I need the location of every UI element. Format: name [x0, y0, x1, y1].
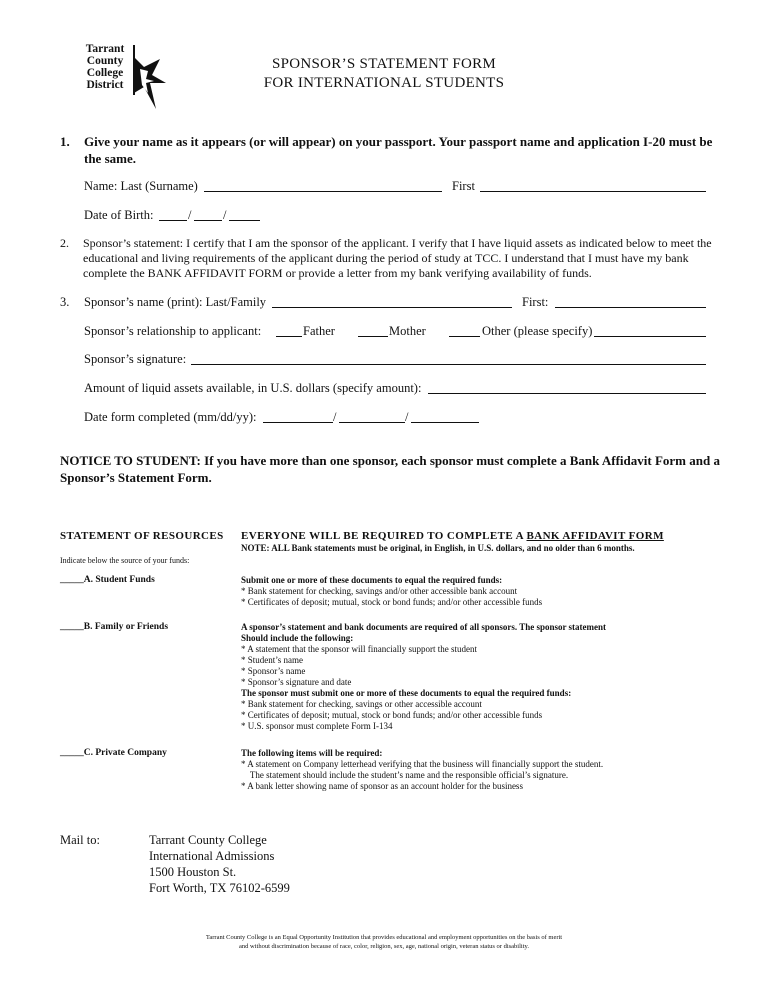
assets-label: Amount of liquid assets available, in U.S. dollars (specify amount): — [84, 381, 422, 395]
dob-slash: / — [188, 208, 192, 222]
list-item: * Bank statement for checking, savings and/or other accessible bank account — [241, 586, 518, 596]
list-item: * U.S. sponsor must complete Form I-134 — [241, 721, 393, 731]
everyone-required-heading: EVERYONE WILL BE REQUIRED TO COMPLETE A BANK AFFIDAVIT FORM — [241, 530, 664, 542]
sponsor-last-name-field[interactable] — [272, 307, 512, 308]
dob-label: Date of Birth: — [84, 208, 154, 222]
date-day-field[interactable] — [339, 422, 405, 423]
date-slash: / — [333, 410, 337, 424]
father-option: Father — [303, 324, 335, 338]
question-2: 2. Sponsor’s statement: I certify that I am the sponsor of the applicant. I verify that I have liquid assets as indicated below to meet the educational and living requirements of the applicant during the period of study at TCC. I understand that I must have my bank complete the BANK AFFIDAVIT FORM or provide a letter from my bank verifying availability of funds. — [60, 236, 712, 280]
logo-text: Tarrant County College District — [85, 43, 125, 91]
bank-statement-note: NOTE: ALL Bank statements must be original, in English, in U.S. dollars, and no older than 6 months. — [241, 543, 635, 553]
dob-month-field[interactable] — [159, 220, 187, 221]
option-b-requirements: A sponsor’s statement and bank documents are required of all sponsors. The sponsor statement Should include the following: * A statement that the sponsor will financially support the student * Student’s name * Sponsor’s name * Sponsor’s signature and date The sponsor must submit one or more of these documents to equal the required funds: * Bank statement for checking, savings or other accessible account * Certificates of deposit; mutual, stock or bond funds; and/or other accessible funds * U.S. sponsor must complete Form I-134 — [241, 622, 721, 732]
list-item: * Certificates of deposit; mutual, stock or bond funds; and/or other accessible funds — [241, 710, 543, 720]
sponsor-first-label: First: — [522, 295, 549, 309]
name-label: Name: Last (Surname) — [84, 179, 198, 193]
dob-day-field[interactable] — [194, 220, 222, 221]
date-year-field[interactable] — [411, 422, 479, 423]
father-blank[interactable] — [276, 336, 302, 337]
mother-blank[interactable] — [358, 336, 388, 337]
equal-opportunity-footer: Tarrant County College is an Equal Opportunity Institution that provides educational and employment opportunities on the basis of merit and without discrimination because of race, color, religion, sex, age, national origin, veteran status or disability. — [205, 934, 563, 950]
list-item: * A statement on Company letterhead verifying that the business will financially support the student. — [241, 759, 604, 769]
signature-field[interactable] — [191, 364, 706, 365]
assets-field[interactable] — [428, 393, 706, 394]
relationship-label: Sponsor’s relationship to applicant: — [84, 324, 262, 338]
list-item: * Sponsor’s signature and date — [241, 677, 352, 687]
date-slash: / — [405, 410, 409, 424]
list-item: * A statement that the sponsor will financially support the student — [241, 644, 477, 654]
sponsor-name-label: Sponsor’s name (print): Last/Family — [84, 295, 267, 309]
option-a-requirements: Submit one or more of these documents to equal the required funds: * Bank statement for checking, savings and/or other accessible bank account * Certificates of deposit; mutual, stock or bond funds; and/or other accessible funds — [241, 575, 721, 608]
list-item: * A bank letter showing name of sponsor as an account holder for the business — [241, 781, 523, 791]
question-1: 1. Give your name as it appears (or will appear) on your passport. Your passport name and application I-20 must be the same. — [60, 134, 713, 166]
signature-label: Sponsor’s signature: — [84, 352, 187, 366]
option-c-requirements: The following items will be required: * A statement on Company letterhead verifying that the business will financially support the student. The statement should include the student’s name and the responsible official’s signature. * A bank letter showing name of sponsor as an account holder for the business — [241, 748, 721, 792]
list-item: * Sponsor’s name — [241, 666, 306, 676]
option-c-private-company[interactable]: _____C. Private Company — [60, 748, 167, 758]
dob-slash: / — [223, 208, 227, 222]
indicate-source-text: Indicate below the source of your funds: — [60, 556, 190, 565]
sponsor-first-name-field[interactable] — [555, 307, 706, 308]
mailing-address: Tarrant County College International Admissions 1500 Houston St. Fort Worth, TX 76102-6599 — [149, 833, 290, 895]
list-item: The statement should include the student’s name and the responsible official’s signature. — [241, 770, 569, 780]
notice-to-student: NOTICE TO STUDENT: If you have more than one sponsor, each sponsor must complete a Bank Affidavit Form and a Sponsor’s Statement Form. — [60, 453, 720, 485]
option-b-family-friends[interactable]: _____B. Family or Friends — [60, 622, 169, 632]
first-name-label: First — [452, 179, 475, 193]
form-title: SPONSOR’S STATEMENT FORM FOR INTERNATIONAL STUDENTS — [263, 56, 505, 91]
resources-heading: STATEMENT OF RESOURCES — [60, 530, 224, 542]
date-month-field[interactable] — [263, 422, 333, 423]
dob-year-field[interactable] — [229, 220, 260, 221]
question-3-number: 3. — [60, 295, 70, 309]
other-specify-field[interactable] — [594, 336, 706, 337]
other-option: Other (please specify) — [482, 324, 593, 338]
bank-affidavit-link: BANK AFFIDAVIT FORM — [526, 530, 664, 542]
option-a-student-funds[interactable]: _____A. Student Funds — [60, 575, 155, 585]
list-item: * Student’s name — [241, 655, 303, 665]
first-name-field[interactable] — [480, 191, 706, 192]
mail-to-label: Mail to: — [60, 833, 100, 847]
last-name-field[interactable] — [204, 191, 442, 192]
list-item: * Certificates of deposit; mutual, stock or bond funds; and/or other accessible funds — [241, 597, 543, 607]
other-blank[interactable] — [449, 336, 480, 337]
list-item: * Bank statement for checking, savings or other accessible account — [241, 699, 482, 709]
date-completed-label: Date form completed (mm/dd/yy): — [84, 410, 257, 424]
mother-option: Mother — [389, 324, 426, 338]
